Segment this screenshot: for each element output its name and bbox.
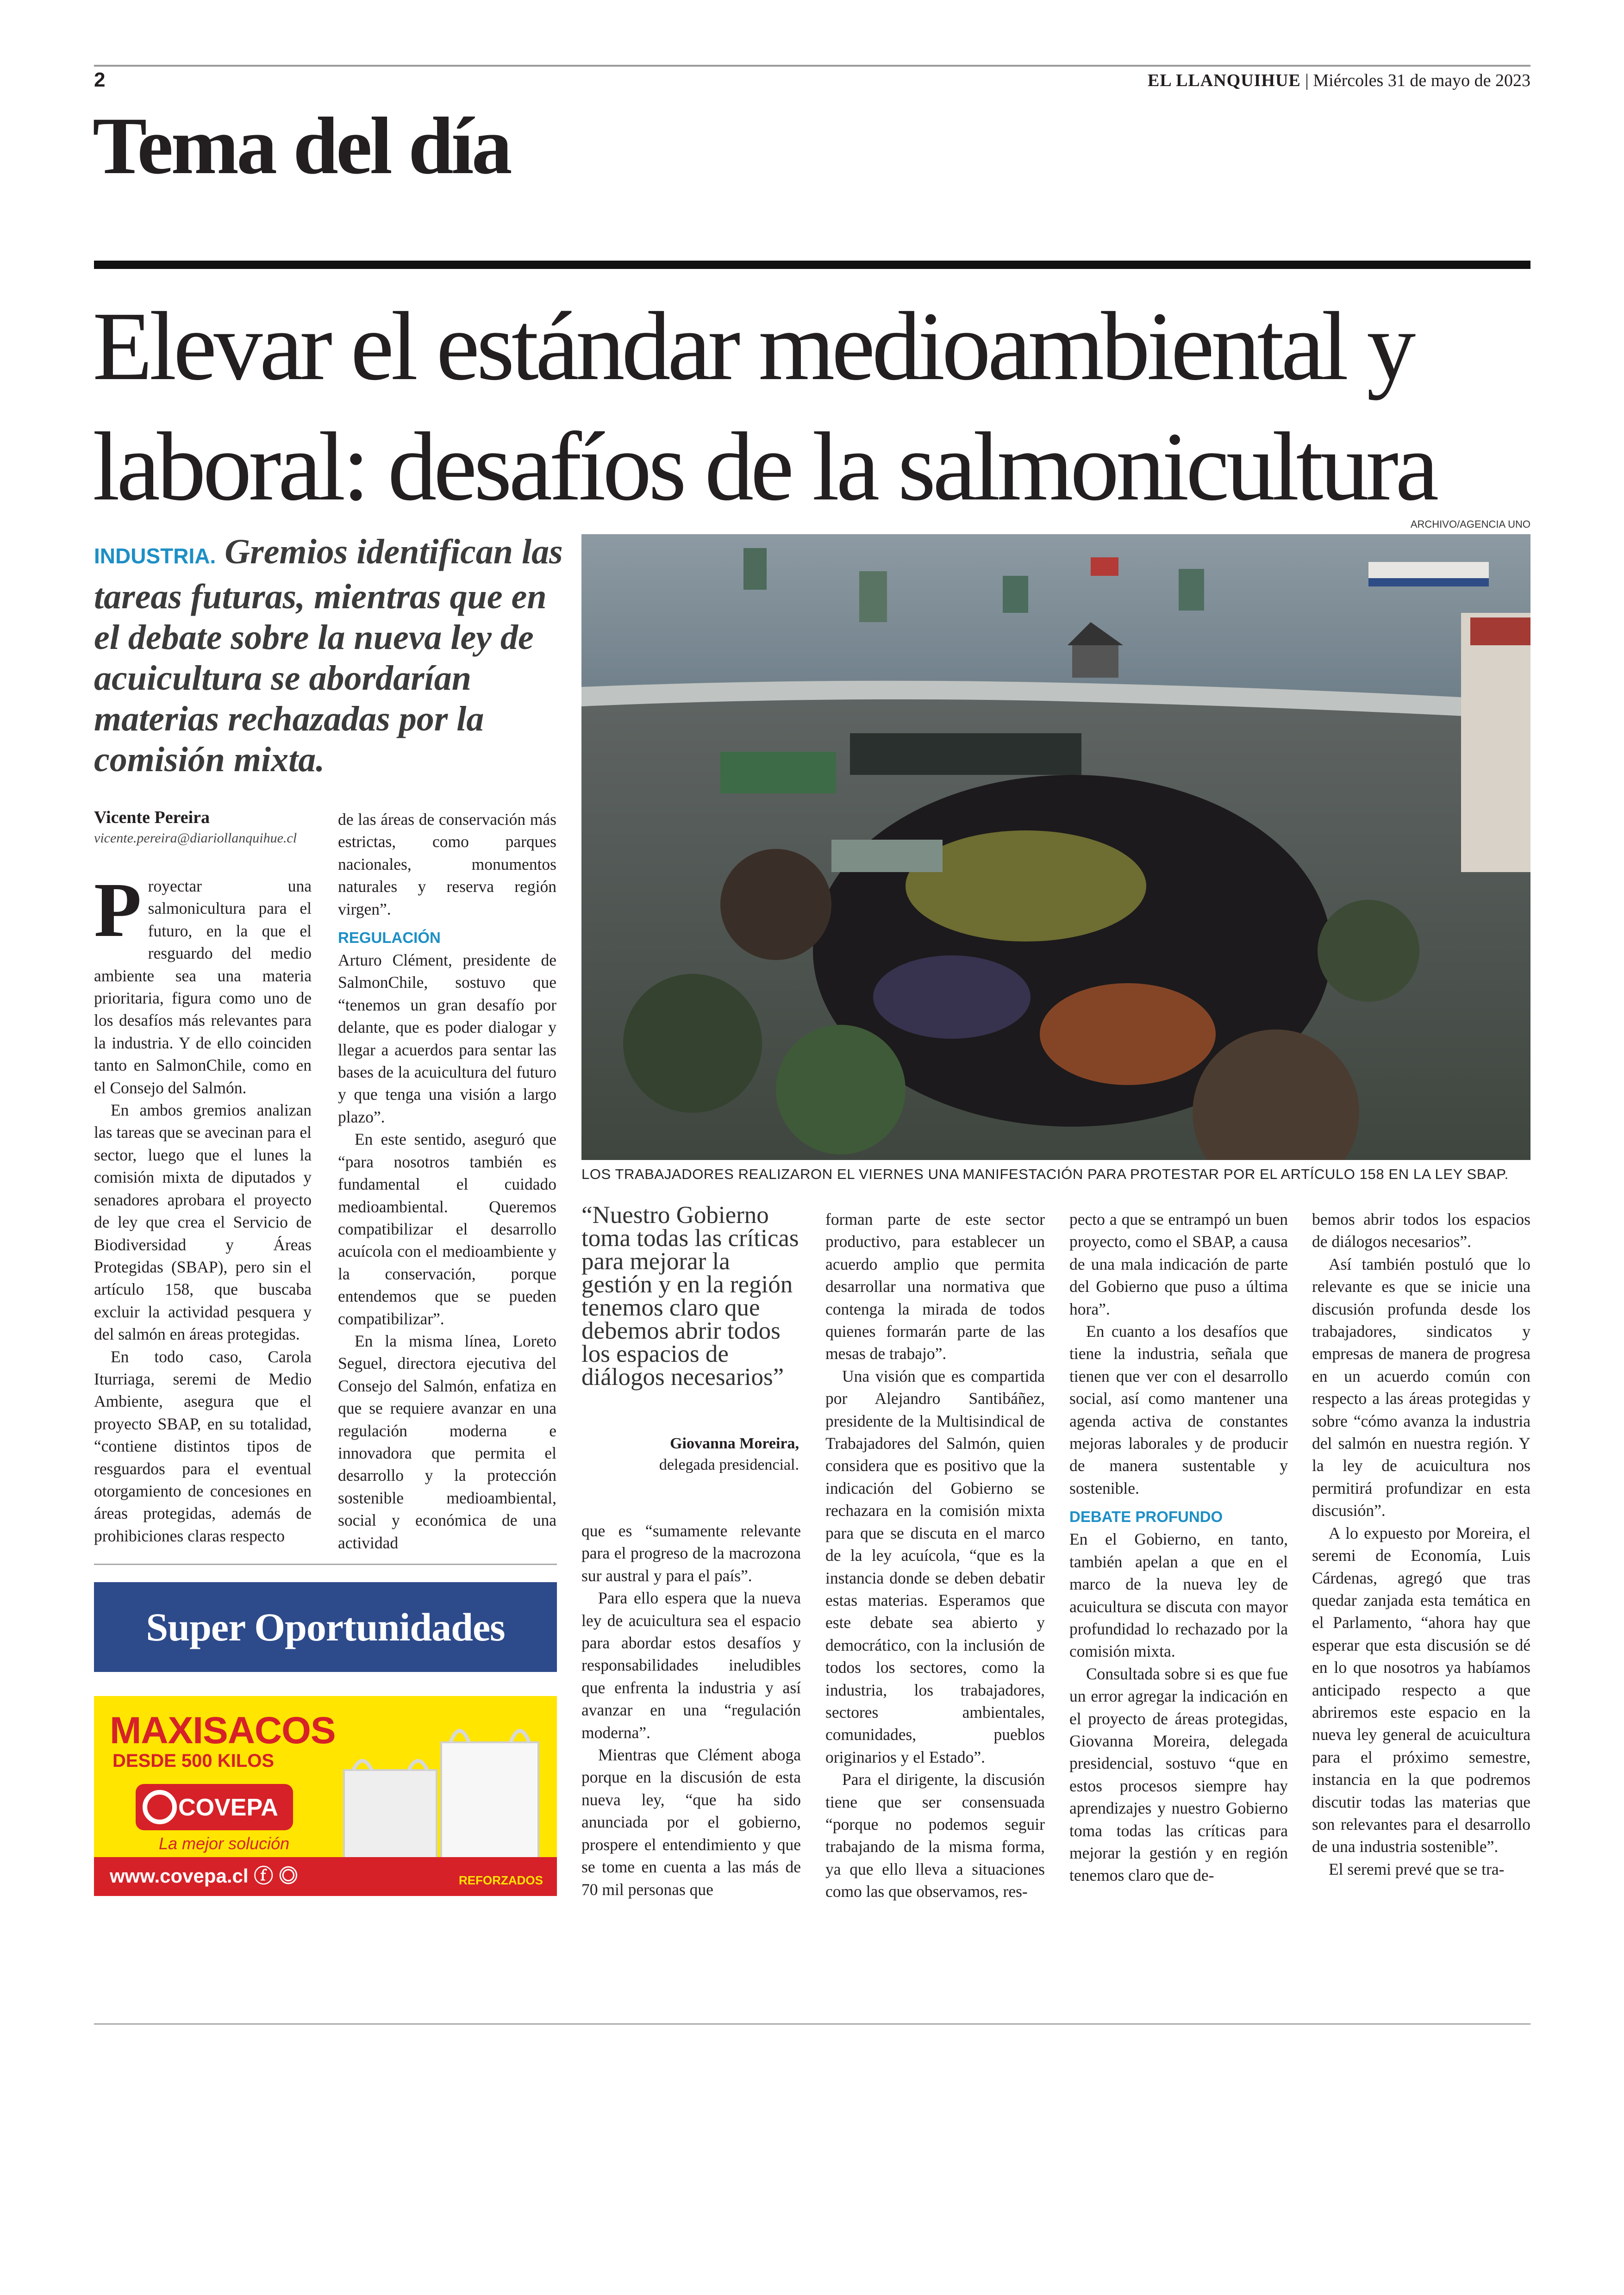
drop-cap: P — [94, 867, 142, 953]
protest-photo — [581, 534, 1530, 1160]
body-paragraph — [94, 867, 312, 1099]
body-paragraph: pecto a que se entrampó un buen proyecto, como el SBAP, a causa de una mala indicación de parte del Gobierno que puso a última hora”. — [1069, 1210, 1288, 1318]
body-column-4 — [825, 1208, 1045, 1903]
body-paragraph: En este sentido, aseguró que “para nosotros también es fundamental el cuidado medioambiental. Queremos compatibilizar el desarrollo acuícola con el medioambiente y la conservación, porque entendemos que se pueden compatibilizar”. — [338, 1130, 556, 1328]
ad-separator — [94, 1564, 557, 1565]
page-number: 2 — [94, 69, 106, 91]
reforzados-badge: REFORZADOS — [459, 1873, 543, 1887]
pull-quote: “Nuestro Gobierno toma todas las críticas para mejorar la gestión y en la región tenemos claro que debemos abrir todos los espacios de diálogos necesarios” — [581, 1202, 799, 1391]
section-title: Tema del día — [93, 101, 510, 191]
body-paragraph: En ambos gremios analizan las tareas que se avecinan para el sector, luego que el lunes la comisión mixta de diputados y senadores aprobara el proyecto de ley que crea el Servicio de Biodiversidad y Áreas Protegidas (SBAP), pero sin el artículo 158, que buscaba excluir la actividad pesquera y del salmón en áreas protegidas. — [94, 1101, 312, 1344]
author-name: Vicente Pereira — [94, 808, 210, 827]
aerial-protest-illustration — [581, 534, 1530, 1160]
lead-text: royectar una salmonicultura para el futuro, en la que el resguardo del medio ambiente sea una materia prioritaria, figura como uno de los desafíos más relevantes para la industria. Y de ello coinciden tanto en SalmonChile, como en el Consejo del Salmón. — [94, 877, 312, 1097]
ad-subtitle: DESDE 500 KILOS — [112, 1751, 275, 1771]
subhead-regulacion: REGULACIÓN — [338, 929, 441, 947]
kicker-tag: INDUSTRIA. — [94, 544, 216, 568]
body-paragraph: En cuanto a los desafíos que tiene la industria, señala que tienen que ver con el desarrollo social, así como mantener una agenda activa de constantes mejoras laborales y de producir de manera sustentable y sostenible. — [1069, 1322, 1288, 1497]
photo-credit: ARCHIVO/AGENCIA UNO — [1410, 518, 1530, 530]
logo-text: COVEPA — [178, 1794, 278, 1821]
kicker-text: Gremios identifican las tareas futuras, mientras que en el debate sobre la nueva ley de acuicultura se abordarían materias rechazadas por la comisión mixta. — [94, 532, 563, 779]
headline — [93, 286, 1555, 527]
body-paragraph: El seremi prevé que se tra- — [1329, 1859, 1505, 1878]
author-email[interactable]: vicente.pereira@diariollanquihue.cl — [94, 830, 297, 846]
body-column-2 — [338, 808, 556, 1554]
body-paragraph: En todo caso, Carola Iturriaga, seremi de Medio Ambiente, asegura que el proyecto SBAP, en su totalidad, “contiene distintos tipos de resguardos para el eventual otorgamiento de concesiones en áreas protegidas, además de prohibiciones claras respecto — [94, 1347, 312, 1545]
ad-url[interactable] — [110, 1861, 298, 1889]
covepa-logo — [136, 1784, 293, 1830]
body-paragraph: Para ello espera que la nueva ley de acuicultura sea el espacio para abordar estos desafíos y responsabilidades ineludibles que enfrenta la industria y así avanzar en una “regulación moderna”. — [581, 1589, 801, 1742]
photo-caption: LOS TRABAJADORES REALIZARON EL VIERNES UNA MANIFESTACIÓN PARA PROTESTAR POR EL ARTÍCULO 158 EN LA LEY SBAP. — [581, 1166, 1509, 1182]
dateline — [1148, 70, 1530, 91]
body-paragraph: Consultada sobre si es que fue un error agregar la indicación en el proyecto de áreas protegidas, Giovanna Moreira, delegada presidencial, sostuvo “que en estos procesos siempre hay aprendizajes y nuestro Gobierno toma todas las críticas para mejorar la gestión y en región tenemos claro que de- — [1069, 1664, 1288, 1885]
super-oportunidades-banner[interactable]: Super Oportunidades — [94, 1582, 557, 1672]
subhead-debate-profundo: DEBATE PROFUNDO — [1069, 1508, 1223, 1526]
body-paragraph: Así también postuló que lo relevante es que se inicie una discusión profunda desde los trabajadores, sindicatos y empresas de manera de progresa en un acuerdo común con respecto a las áreas protegidas y sobre “cómo avanza la industria del salmón en nuestra región. Y la ley de acuicultura nos permitirá profundizar en esta discusión”. — [1312, 1254, 1530, 1520]
body-paragraph: forman parte de este sector productivo, para establecer un acuerdo amplio que permita desarrollar una normativa que contenga la mirada de todos quienes formarán parte de las mesas de trabajo”. — [825, 1210, 1045, 1363]
ad-brand: MAXISACOS — [110, 1709, 336, 1752]
ad-url-text[interactable]: www.covepa.cl — [110, 1865, 249, 1887]
top-rule — [94, 65, 1530, 67]
pull-quote-role: delegada presidencial. — [659, 1456, 799, 1473]
body-column-1 — [94, 867, 312, 1547]
newspaper-name: EL LLANQUIHUE — [1147, 71, 1301, 90]
section-rule — [94, 261, 1530, 269]
body-column-5 — [1069, 1208, 1288, 1887]
dateline-separator: | — [1300, 71, 1313, 90]
body-paragraph: que es “sumamente relevante para el progreso de la macrozona sur austral y para el país”. — [581, 1522, 801, 1585]
headline-line-1: Elevar el estándar medioambiental y — [93, 292, 1413, 400]
body-column-6 — [1312, 1208, 1530, 1880]
bottom-rule — [94, 2023, 1530, 2025]
issue-date: Miércoles 31 de mayo de 2023 — [1313, 71, 1530, 90]
body-column-3 — [581, 1520, 801, 1901]
pull-quote-name: Giovanna Moreira, — [670, 1435, 799, 1452]
body-paragraph: Mientras que Clément aboga porque en la discusión de esta nueva ley, “que ha sido anunciada por el gobierno, prospere el entendimiento y que se tome en cuenta a las más de 70 mil personas que — [581, 1746, 801, 1899]
body-paragraph: Arturo Clément, presidente de SalmonChile, sostuvo que “tenemos un gran desafío por delante, que es poder dialogar y llegar a acuerdos para sentar las bases de la acuicultura del futuro y que tenga una visión a largo plazo”. — [338, 951, 556, 1126]
body-paragraph: Una visión que es compartida por Alejandro Santibáñez, presidente de la Multisindical de Trabajadores del Salmón, quien considera que es positivo que la indicación del Gobierno se rechazara en la comisión mixta para que se discuta en el marco de la ley acuícola, “que es la instancia donde se deben debatir estas materias. Esperamos que este debate sea abierto y democrático, con la inclusión de todos los sectores, como la industria, los trabajadores, sectores ambientales, comunidades, pueblos originarios y el Estado”. — [825, 1366, 1045, 1766]
covepa-ad[interactable] — [94, 1696, 557, 1896]
facebook-icon[interactable]: ⓕ — [254, 1865, 274, 1887]
body-paragraph: bemos abrir todos los espacios de diálogos necesarios”. — [1312, 1210, 1530, 1251]
instagram-icon[interactable]: ◎ — [278, 1865, 298, 1887]
kicker — [94, 531, 566, 780]
body-paragraph: En la misma línea, Loreto Seguel, directora ejecutiva del Consejo del Salmón, enfatiza en que se requiere avanzar en una regulación moderna e innovadora que permita el desarrollo y la protección sostenible medioambiental, social y económica de una actividad — [338, 1331, 556, 1552]
body-paragraph: A lo expuesto por Moreira, el seremi de Economía, Luis Cárdenas, agregó que tras quedar zanjada esta temática en el Parlamento, “ahora hay que esperar que esta discusión se dé en lo que nosotros ya habíamos anticipado respecto a que abriremos este espacio en la nueva ley general de acuicultura para el próximo semestre, instancia en la que podremos discutir todas las materias que son relevantes para el desarrollo de una industria sostenible”. — [1312, 1523, 1530, 1856]
body-paragraph: Para el dirigente, la discusión tiene que ser consensuada “porque no podemos seguir trabajando de la misma forma, ya que ello lleva a situaciones como las que observamos, res- — [825, 1770, 1045, 1901]
headline-line-2: laboral: desafíos de la salmonicultura — [93, 412, 1436, 521]
body-paragraph: de las áreas de conservación más estrictas, como parques nacionales, monumentos naturales y reserva región virgen”. — [338, 810, 556, 918]
ad-slogan: La mejor solución — [159, 1834, 290, 1853]
body-paragraph: En el Gobierno, en tanto, también apelan a que en el marco de la nueva ley de acuicultura se discuta con mayor profundidad lo rechazado por la comisión mixta. — [1069, 1530, 1288, 1661]
bulk-bags-image — [325, 1715, 548, 1863]
